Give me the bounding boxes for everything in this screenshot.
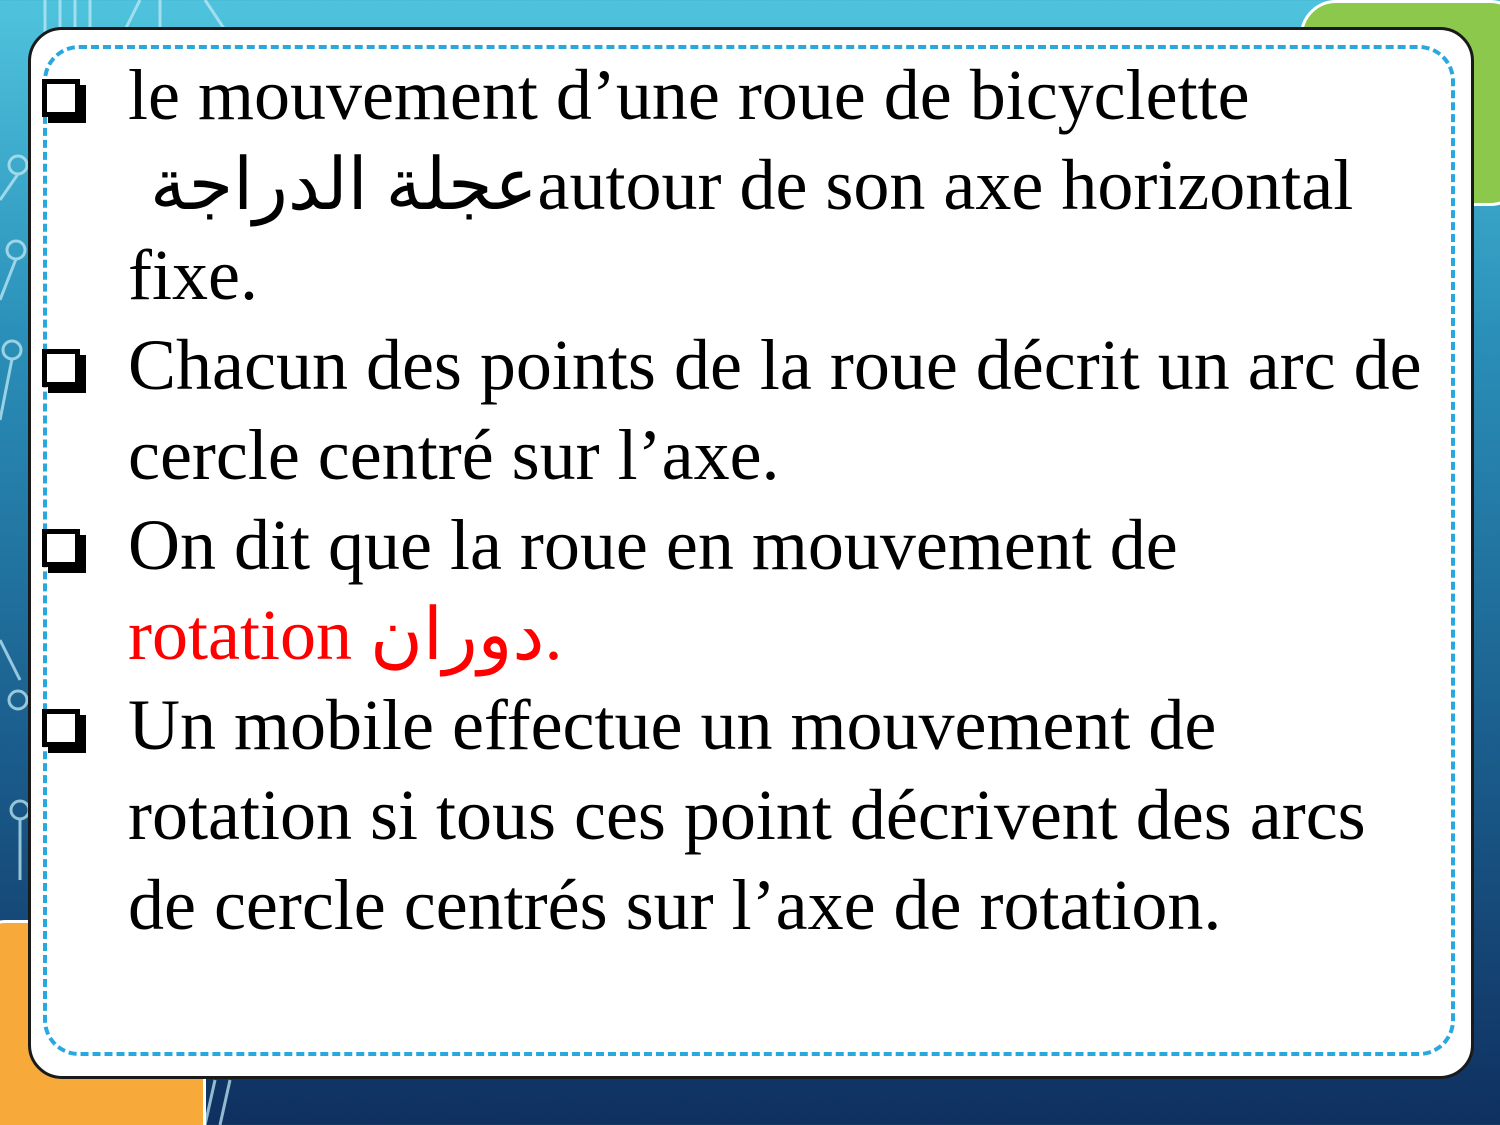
bullet-3-line1: On dit que la roue en mouvement de xyxy=(128,505,1178,585)
checkbox-bullet-icon xyxy=(42,709,80,747)
bullet-item-3 xyxy=(38,500,1428,680)
bullet-1-line2: autour de son axe horizontal xyxy=(537,145,1354,225)
checkbox-bullet-icon xyxy=(42,529,80,567)
bullet-4-text: Un mobile effectue un mouvement de rotation si tous ces point décrivent des arcs de cercle centrés sur l’axe de rotation. xyxy=(128,685,1366,945)
bullet-item-1 xyxy=(38,50,1428,320)
checkbox-bullet-icon xyxy=(42,349,80,387)
bullet-item-4 xyxy=(38,680,1428,950)
bullet-2-text: Chacun des points de la roue décrit un arc de cercle centré sur l’axe. xyxy=(128,325,1422,495)
bullet-3-period: . xyxy=(544,595,563,675)
bullet-3-arabic: دوران xyxy=(369,595,545,675)
bullet-3-rotation: rotation xyxy=(128,595,352,675)
bullet-1-line1: le mouvement d’une roue de bicyclette xyxy=(128,55,1250,135)
bullet-1-line3: fixe. xyxy=(128,235,258,315)
bullet-list xyxy=(38,50,1428,950)
checkbox-bullet-icon xyxy=(42,79,80,117)
bullet-item-2 xyxy=(38,320,1428,500)
bullet-1-arabic: عجلة الدراجة xyxy=(150,145,538,225)
